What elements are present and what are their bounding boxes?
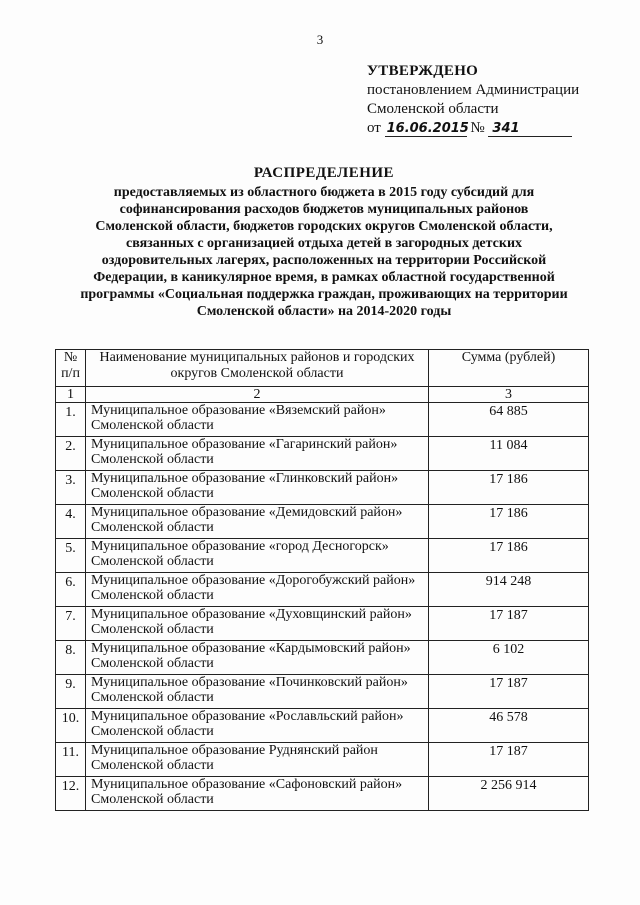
table-row [56,743,589,777]
approval-date-line [367,119,579,138]
municipality-region: Смоленской области [91,690,214,705]
municipality-name: Муниципальное образование «город Десногорск» [91,539,389,554]
municipality-region: Смоленской области [91,656,214,671]
municipality-region: Смоленской области [91,520,214,535]
municipality-name: Муниципальное образование «Глинковский район» [91,471,399,486]
table-row [56,709,589,743]
header-num-line2: п/п [61,366,80,381]
table-row [56,403,589,437]
row-municipality [86,607,429,641]
municipality-name: Муниципальное образование «Вяземский район» [91,403,386,418]
header-num-line1: № [63,350,78,365]
row-sum: 17 186 [429,505,589,539]
table-row [56,777,589,811]
from-label: от [367,120,381,136]
municipality-name: Муниципальное образование «Рославльский район» [91,709,404,724]
row-sum: 17 187 [429,675,589,709]
row-sum: 17 186 [429,471,589,505]
subtitle-line: софинансирования расходов бюджетов муниципальных районов [119,202,529,217]
municipality-region: Смоленской области [91,622,214,637]
column-index: 1 [56,387,86,403]
municipality-name: Муниципальное образование «Демидовский район» [91,505,403,520]
row-sum: 914 248 [429,573,589,607]
municipality-name: Муниципальное образование «Сафоновский район» [91,777,403,792]
table-row [56,641,589,675]
column-index-row [56,387,589,403]
column-index: 3 [429,387,589,403]
row-municipality [86,403,429,437]
row-municipality [86,675,429,709]
row-municipality [86,471,429,505]
row-number: 3. [56,471,86,505]
table-row [56,471,589,505]
row-municipality [86,437,429,471]
header-name: Наименование муниципальных районов и городских округов Смоленской области [86,350,429,387]
municipality-name: Муниципальное образование Руднянский район [91,743,378,758]
row-number: 7. [56,607,86,641]
document-title-block [55,163,593,320]
subtitle-line: связанных с организацией отдыха детей в загородных детских [125,236,523,251]
row-sum: 46 578 [429,709,589,743]
table-row [56,539,589,573]
approval-stamp [367,62,579,138]
subtitle-line: Смоленской области, бюджетов городских округов Смоленской области, [95,219,553,234]
municipality-name: Муниципальное образование «Духовщинский район» [91,607,412,622]
table-row [56,505,589,539]
municipality-region: Смоленской области [91,554,214,569]
municipality-name: Муниципальное образование «Кардымовский район» [91,641,411,656]
row-municipality [86,709,429,743]
table-header-row [56,350,589,387]
table-row [56,607,589,641]
row-municipality [86,539,429,573]
subtitle-line: программы «Социальная поддержка граждан, проживающих на территории [80,287,568,302]
distribution-table [55,349,589,811]
row-municipality [86,641,429,675]
municipality-region: Смоленской области [91,486,214,501]
row-number: 1. [56,403,86,437]
approval-line-1: постановлением Администрации [367,82,580,98]
municipality-region: Смоленской области [91,588,214,603]
municipality-region: Смоленской области [91,758,214,773]
number-label: № [470,120,485,136]
subtitle-line: предоставляемых из областного бюджета в 2015 году субсидий для [113,185,535,200]
row-number: 9. [56,675,86,709]
row-sum: 17 186 [429,539,589,573]
row-number: 12. [56,777,86,811]
municipality-name: Муниципальное образование «Дорогобужский район» [91,573,416,588]
row-municipality [86,505,429,539]
municipality-name: Муниципальное образование «Починковский район» [91,675,408,690]
municipality-region: Смоленской области [91,452,214,467]
row-number: 10. [56,709,86,743]
approval-line-2: Смоленской области [367,101,499,117]
document-subtitle [55,184,593,320]
row-sum: 2 256 914 [429,777,589,811]
page-number: 3 [316,32,324,47]
header-sum: Сумма (рублей) [429,350,589,387]
row-number: 8. [56,641,86,675]
column-index: 2 [86,387,429,403]
subtitle-line: Смоленской области» на 2014-2020 годы [196,304,452,319]
handwritten-date: 16.06.2015 [386,121,469,136]
approved-heading: УТВЕРЖДЕНО [367,63,479,79]
row-number: 11. [56,743,86,777]
row-sum: 6 102 [429,641,589,675]
municipality-region: Смоленской области [91,792,214,807]
row-sum: 17 187 [429,743,589,777]
row-number: 4. [56,505,86,539]
subtitle-line: оздоровительных лагерях, расположенных на территории Российской [101,253,547,268]
document-title: РАСПРЕДЕЛЕНИЕ [253,165,395,181]
row-municipality [86,743,429,777]
table-row [56,675,589,709]
municipality-name: Муниципальное образование «Гагаринский район» [91,437,398,452]
handwritten-number: 341 [488,121,572,137]
row-number: 2. [56,437,86,471]
row-number: 6. [56,573,86,607]
row-sum: 64 885 [429,403,589,437]
row-number: 5. [56,539,86,573]
row-sum: 11 084 [429,437,589,471]
header-num [56,350,86,387]
municipality-region: Смоленской области [91,724,214,739]
row-municipality [86,777,429,811]
table-row [56,573,589,607]
subtitle-line: Федерации, в каникулярное время, в рамках областной государственной [93,270,555,285]
table-row [56,437,589,471]
municipality-region: Смоленской области [91,418,214,433]
row-sum: 17 187 [429,607,589,641]
row-municipality [86,573,429,607]
